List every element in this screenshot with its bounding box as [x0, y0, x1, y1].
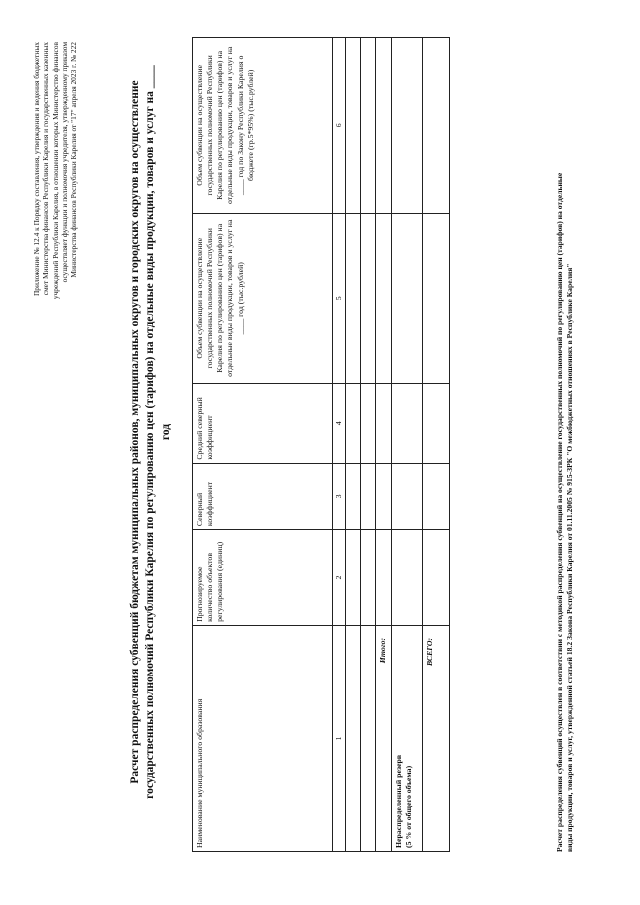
- footnote: [555, 37, 576, 852]
- itogo-label: Итого:: [376, 625, 392, 851]
- reserve-row: [392, 38, 423, 852]
- table-cell: [392, 213, 423, 383]
- table-cell: [423, 383, 450, 463]
- title-line: государственных полномочий Республики Карелия по регулированию цен (тарифов) на отдельные виды продукции, товаров и услуг на ____: [144, 65, 157, 799]
- reserve-label-line: Нераспределенный резерв: [394, 754, 404, 848]
- table-cell: [346, 38, 361, 214]
- table-cell: [346, 530, 361, 626]
- column-number-row: [333, 38, 346, 852]
- title-line: год: [159, 423, 172, 441]
- appendix-line: Приложение № 12.4 к Порядку составления, утверждения и ведения бюджетных: [32, 42, 41, 297]
- header-municipality: Наименование муниципального образования: [193, 625, 333, 851]
- column-number: 4: [333, 383, 346, 463]
- appendix-line: Министерства финансов Республики Карелия от "17" апреля 2023 г. № 222: [69, 42, 78, 278]
- table-cell: [346, 383, 361, 463]
- header-row: [193, 38, 333, 852]
- table-row: [346, 38, 361, 852]
- header-subvention-by-law: Объем субвенции на осуществление государственных полномочий Республики Карелия по регулированию цен (тарифов) на отдельные виды продукции, товаров и услуг на ____ год по Закону Республики Карелия о бюджете (гр.5*95%) (тыс.рублей): [193, 38, 333, 214]
- table-cell: [392, 38, 423, 214]
- appendix-note: [32, 42, 78, 522]
- table-cell: [376, 383, 392, 463]
- rotated-page: [20, 12, 620, 892]
- footnote-line: Расчет распределения субвенций осуществлен в соответствии с методикой распределения субвенций на осуществление государственных полномочий по регулированию цен (тарифов) на отдельные: [555, 172, 564, 852]
- vsego-label: ВСЕГО:: [423, 625, 450, 851]
- table-cell: [423, 213, 450, 383]
- header-avg-north-coef: Средний северный коэффициент: [193, 383, 333, 463]
- table-cell: [423, 463, 450, 530]
- table-cell: [376, 463, 392, 530]
- document-title: [128, 32, 174, 832]
- column-number: 5: [333, 213, 346, 383]
- table-cell: [392, 383, 423, 463]
- table-cell: [361, 530, 376, 626]
- header-north-coef: Северный коэффициент: [193, 463, 333, 530]
- column-number: 1: [333, 625, 346, 851]
- table-cell: [361, 38, 376, 214]
- footnote-line: виды продукции, товаров и услуг, утвержденной статьей 18.2 Закона Республики Карелия от 01.11.2005 № 915-ЗРК "О межбюджетных отношениях в Республике Карелия": [565, 263, 575, 852]
- title-line: Расчет распределения субвенций бюджетам муниципальных районов, муниципальных округов и городских округов на осуществление: [129, 80, 141, 784]
- table-cell: [361, 625, 376, 851]
- itogo-row: [376, 38, 392, 852]
- table-cell: [346, 463, 361, 530]
- table-cell: [376, 530, 392, 626]
- table-cell: [423, 38, 450, 214]
- reserve-label-line: (5 % от общего объема): [404, 765, 414, 848]
- header-subvention-volume: Объем субвенции на осуществление государственных полномочий Республики Карелия по регулированию цен (тарифов) на отдельные виды продукции, товаров и услуг на ____ год (тыс.рублей): [193, 213, 333, 383]
- table-cell: [376, 38, 392, 214]
- column-number: 2: [333, 530, 346, 626]
- appendix-line: учреждений Республики Карелия, в отношении которых Министерство финансов: [50, 42, 60, 300]
- table-cell: [392, 463, 423, 530]
- reserve-label: [392, 625, 423, 851]
- table-cell: [423, 530, 450, 626]
- table-cell: [361, 213, 376, 383]
- table-cell: [346, 213, 361, 383]
- table-row: [361, 38, 376, 852]
- table-cell: [346, 625, 361, 851]
- vsego-row: [423, 38, 450, 852]
- column-number: 6: [333, 38, 346, 214]
- table-cell: [392, 530, 423, 626]
- table-cell: [361, 383, 376, 463]
- column-number: 3: [333, 463, 346, 530]
- appendix-line: осуществляет функции и полномочия учредителя, утвержденному приказом: [59, 42, 69, 283]
- header-forecast-objects: Прогнозируемое количество объектов регулирования (единиц): [193, 530, 333, 626]
- appendix-line: смет Министерства финансов Республики Карелия и государственных казенных: [41, 42, 51, 296]
- table-cell: [376, 213, 392, 383]
- subvention-table: [192, 37, 450, 852]
- table-cell: [361, 463, 376, 530]
